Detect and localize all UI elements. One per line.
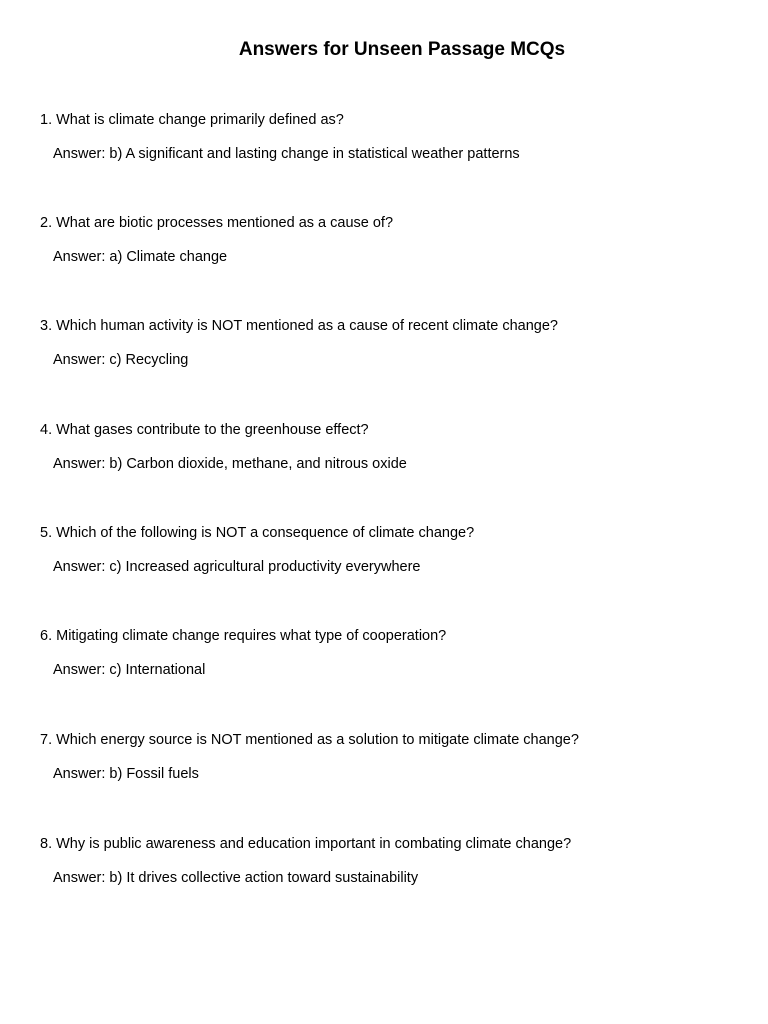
qa-item-6	[40, 627, 740, 679]
question-text: 6. Mitigating climate change requires what type of cooperation?	[40, 628, 447, 644]
question-text: 3. Which human activity is NOT mentioned as a cause of recent climate change?	[40, 318, 558, 334]
qa-item-3	[40, 317, 740, 369]
qa-item-8	[40, 835, 740, 887]
question-text: 8. Why is public awareness and education important in combating climate change?	[40, 836, 572, 852]
question-text: 5. Which of the following is NOT a consequence of climate change?	[40, 525, 475, 541]
answer-text: Answer: b) A significant and lasting change in statistical weather patterns	[53, 146, 520, 162]
answer-text: Answer: a) Climate change	[53, 249, 228, 265]
qa-item-4	[40, 421, 740, 473]
qa-item-5	[40, 524, 740, 576]
qa-item-2	[40, 214, 740, 266]
question-text: 7. Which energy source is NOT mentioned as a solution to mitigate climate change?	[40, 732, 579, 748]
question-text: 4. What gases contribute to the greenhouse effect?	[40, 422, 369, 438]
answer-text: Answer: b) Fossil fuels	[53, 766, 199, 782]
qa-item-7	[40, 731, 740, 783]
answer-text: Answer: c) International	[53, 662, 206, 678]
qa-item-1	[40, 111, 740, 163]
question-text: 2. What are biotic processes mentioned as a cause of?	[40, 215, 394, 231]
answer-text: Answer: b) Carbon dioxide, methane, and nitrous oxide	[53, 456, 407, 472]
answer-text: Answer: c) Recycling	[53, 352, 189, 368]
answer-text: Answer: b) It drives collective action toward sustainability	[53, 870, 419, 886]
question-text: 1. What is climate change primarily defined as?	[40, 112, 344, 128]
answer-text: Answer: c) Increased agricultural productivity everywhere	[53, 559, 421, 575]
page-title: Answers for Unseen Passage MCQs	[238, 39, 566, 60]
